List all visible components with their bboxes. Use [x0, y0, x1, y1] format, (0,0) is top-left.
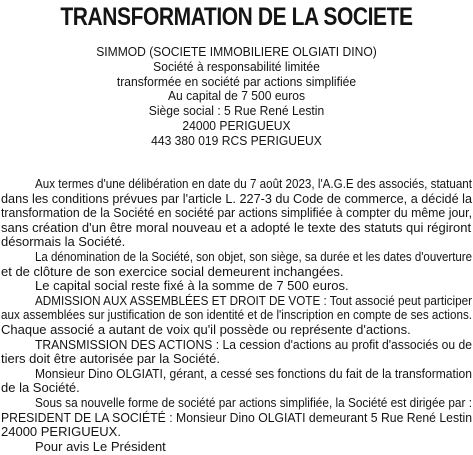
body-line-text: dans les conditions prévues par l'article L. 227-3 du Code de commerce, a décidé la: [1, 190, 473, 206]
body-line-text: désormais la Société.: [1, 234, 126, 250]
company-header: [0, 45, 473, 149]
body-line: [1, 381, 472, 396]
notice-body: [1, 177, 472, 454]
body-line-text: sans création d'un être moral nouveau et a adopté le texte des statuts qui régiront: [1, 219, 472, 235]
body-line-text: aux assemblées sur justification de son identité et de l'inscription en compte de ses actions.: [1, 307, 473, 323]
body-line: [1, 367, 472, 382]
body-line-text: tiers doit être autorisée par la Société.: [1, 351, 220, 367]
body-line-text: ADMISSION AUX ASSEMBLÉES ET DROIT DE VOTE : Tout associé peut participer: [35, 292, 472, 308]
notice-title: TRANSFORMATION DE LA SOCIETE: [60, 3, 413, 31]
body-line: [1, 294, 472, 309]
body-line: [1, 425, 472, 440]
body-line-text: Chaque associé a autant de voix qu'il possède ou représente d'actions.: [1, 321, 411, 337]
body-line-text: Monsieur Dino OLGIATI, gérant, a cessé ses fonctions du fait de la transformation: [35, 365, 472, 381]
body-line: [1, 308, 472, 323]
body-line-text: PRESIDENT DE LA SOCIÉTÉ : Monsieur Dino OLGIATI demeurant 5 Rue René Lestin: [1, 409, 472, 425]
company-city: 24000 PERIGUEUX: [182, 117, 291, 133]
body-line: [1, 411, 472, 426]
body-line-text: Sous sa nouvelle forme de société par actions simplifiée, la Société est dirigée par :: [35, 394, 472, 410]
body-line-text: Pour avis Le Président: [35, 438, 166, 454]
company-rcs: 443 380 019 RCS PERIGUEUX: [151, 132, 322, 148]
body-line-text: et de clôture de son exercice social demeurent inchangées.: [1, 263, 344, 279]
body-line: [1, 352, 472, 367]
body-line-text: de la Société.: [1, 380, 80, 396]
body-line-text: 24000 PERIGUEUX.: [1, 424, 121, 440]
body-line-text: transformation de la Société en société par actions simplifiée à compter du même jour,: [1, 205, 472, 221]
body-line: [1, 265, 472, 280]
body-line: [1, 206, 472, 221]
company-name: SIMMOD (SOCIETE IMMOBILIERE OLGIATI DINO): [96, 44, 377, 59]
body-line: [1, 338, 472, 353]
body-line: [1, 323, 472, 338]
body-line-text: Aux termes d'une délibération en date du 7 août 2023, l'A.G.E des associés, statuant: [35, 176, 473, 191]
company-capital: Au capital de 7 500 euros: [167, 88, 306, 104]
body-line: [1, 177, 472, 192]
body-line-text: La dénomination de la Société, son objet, son siège, sa durée et les dates d'ouverture: [35, 248, 473, 264]
body-line: [1, 250, 472, 265]
body-line: [1, 279, 472, 294]
body-line-text: Le capital social reste fixé à la somme de 7 500 euros.: [35, 278, 349, 294]
body-line: [1, 192, 472, 207]
company-seat: Siège social : 5 Rue René Lestin: [148, 103, 325, 119]
body-line: [1, 221, 472, 236]
company-former-form: Société à responsabilité limitée: [153, 58, 320, 74]
body-line: [1, 396, 472, 411]
company-new-form: transformée en société par actions simplifiée: [116, 73, 357, 89]
body-line: [1, 235, 472, 250]
body-line-text: TRANSMISSION DES ACTIONS : La cession d'actions au profit d'associés ou de: [35, 336, 472, 352]
body-line: [1, 440, 472, 455]
